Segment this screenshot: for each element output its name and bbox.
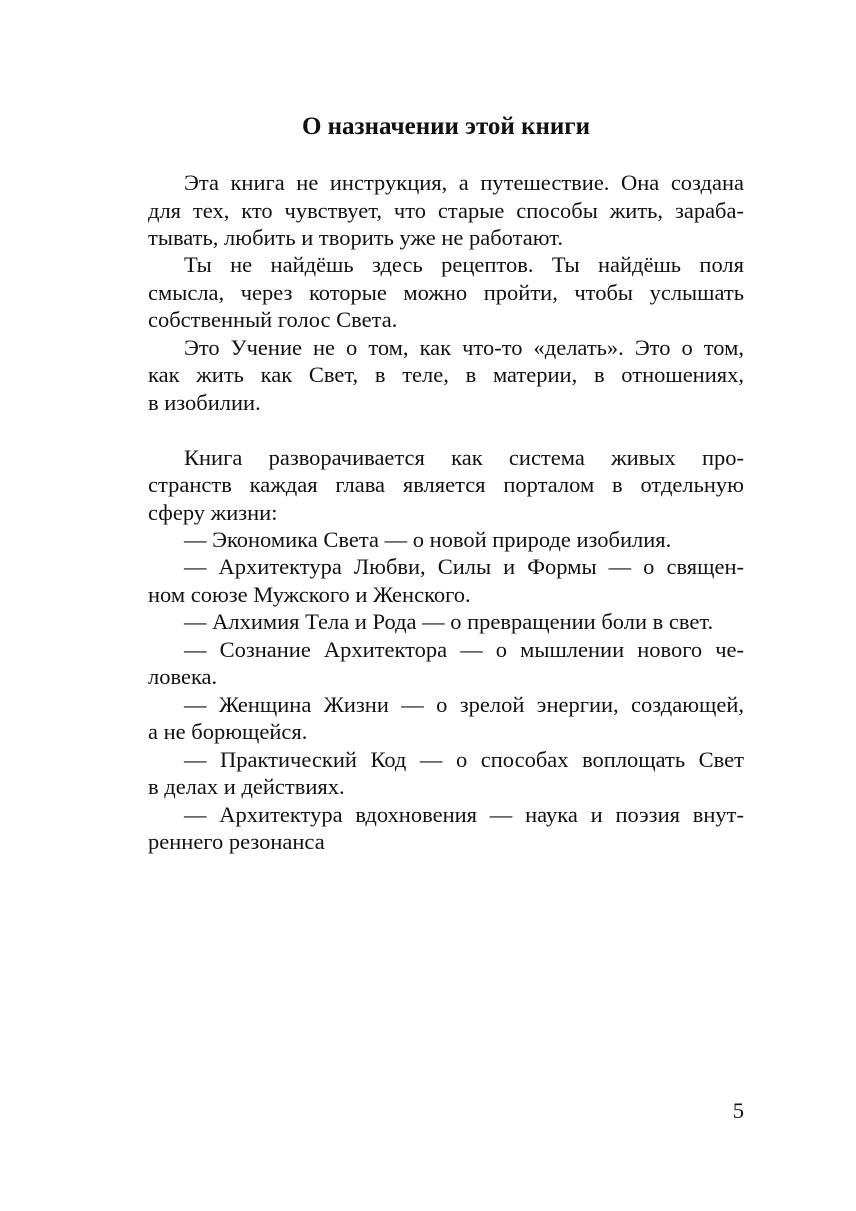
list-item: — Архитектура вдохновения — наука и поэзия внут- — [184, 802, 744, 827]
text-line: собственный голос Света. — [148, 307, 398, 332]
text-line: смысла, через которые можно пройти, чтобы услышать — [148, 280, 744, 305]
text-line: тывать, любить и творить уже не работают. — [148, 225, 563, 250]
list-item: — Сознание Архитектора — о мышлении нового че- — [184, 637, 744, 662]
list-item: — Экономика Света — о новой природе изобилия. — [184, 527, 672, 552]
text-line: Ты не найдёшь здесь рецептов. Ты найдёшь поля — [184, 252, 744, 277]
page-number: 5 — [732, 1098, 744, 1123]
text-line: реннего резонанса — [148, 829, 325, 854]
page-title: О назначении этой книги — [301, 113, 591, 140]
text-line: сферу жизни: — [148, 500, 278, 525]
text-line: а не борющейся. — [148, 719, 308, 744]
text-line: как жить как Свет, в теле, в материи, в отношениях, — [148, 362, 744, 387]
text-line: для тех, кто чувствует, что старые способы жить, зараба- — [148, 198, 744, 223]
text-line: в изобилии. — [148, 390, 261, 415]
text-line: странств каждая глава является порталом в отдельную — [148, 472, 744, 497]
list-item: — Практический Код — о способах воплощать Свет — [184, 747, 744, 772]
list-item: — Архитектура Любви, Силы и Формы — о священ- — [184, 554, 744, 579]
text-line: в делах и действиях. — [148, 774, 345, 799]
text-line: ном союзе Мужского и Женского. — [148, 582, 471, 607]
text-line: Эта книга не инструкция, а путешествие. Она создана — [184, 170, 744, 195]
text-line: Это Учение не о том, как что-то «делать». Это о том, — [184, 335, 744, 360]
text-line: Книга разворачивается как система живых про- — [184, 445, 744, 470]
list-item: — Алхимия Тела и Рода — о превращении боли в свет. — [184, 609, 714, 634]
list-item: — Женщина Жизни — о зрелой энергии, создающей, — [184, 692, 744, 717]
text-line: ловека. — [148, 664, 218, 689]
